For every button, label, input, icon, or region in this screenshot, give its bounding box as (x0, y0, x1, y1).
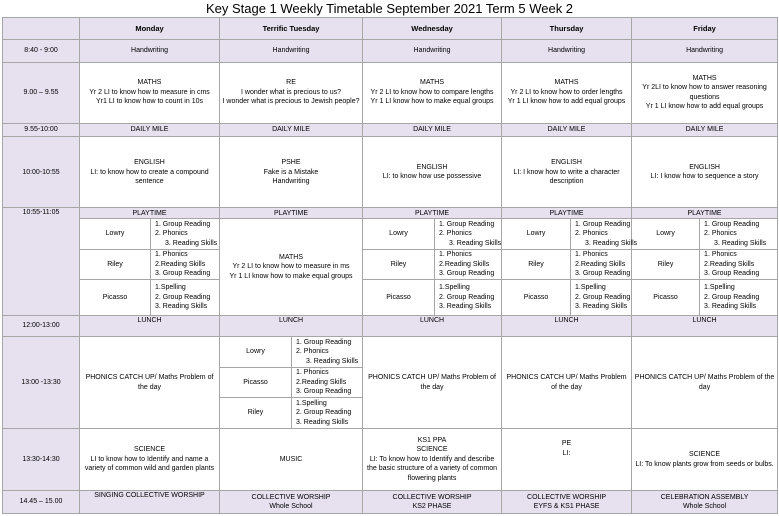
activity-item: 1. Group Reading (575, 220, 631, 228)
activity-item: 1. Phonics (439, 251, 472, 259)
lesson-title: KS1 PPA (417, 436, 447, 444)
activity-item: 1.Spelling (155, 284, 186, 292)
lesson-title: MATHS (279, 253, 303, 261)
time-cell: 12:00-13:00 (3, 315, 80, 337)
lesson-title: MUSIC (279, 455, 303, 463)
lesson-cell-tuesday (220, 137, 363, 208)
group-activities-riley (700, 249, 778, 280)
time-cell: 13:30-14:30 (3, 429, 80, 491)
activity-item: 2. Phonics (296, 348, 329, 356)
group-activities-lowry (151, 219, 220, 250)
activity-item: 2. Phonics (155, 230, 188, 238)
activity-item: 2.Reading Skills (575, 260, 626, 268)
row-group-riley (3, 249, 778, 280)
worship-cell-wednesday (363, 491, 502, 514)
group-name-lowry: Lowry (632, 219, 700, 250)
lesson-cell-wednesday (363, 62, 502, 123)
row-english (3, 137, 778, 208)
lesson-objective: Yr 1 LI know how to add equal groups (645, 103, 764, 111)
activity-item: 3. Reading Skills (165, 239, 218, 247)
playtime-cell: PLAYTIME (632, 208, 778, 219)
lesson-objective: LI: I know how to write a character description (513, 168, 620, 186)
activity-item: 1. Phonics (704, 251, 737, 259)
group-name-picasso: Picasso (632, 280, 700, 315)
header-row (3, 18, 778, 40)
lesson-title: SCIENCE (133, 446, 166, 454)
lesson-cell-monday (80, 62, 220, 123)
worship-title: COLLECTIVE WORSHIP (392, 493, 472, 501)
lesson-objective: Yr 2 LI to know how to order lengths (510, 88, 623, 96)
lesson-cell-monday (80, 137, 220, 208)
playtime-cell: PLAYTIME (502, 208, 632, 219)
group-activities-picasso (292, 398, 363, 429)
activity-item: 2. Phonics (704, 230, 737, 238)
lesson-cell-friday (632, 62, 778, 123)
worship-title: CELEBRATION ASSEMBLY (660, 493, 749, 501)
activity-item: 2. Group Reading (155, 293, 211, 301)
group-name-picasso: Picasso (363, 280, 435, 315)
time-cell: 8:40 - 9:00 (3, 39, 80, 62)
activity-item: 1. Group Reading (155, 220, 211, 228)
lesson-objective: Handwriting (272, 178, 310, 186)
lesson-objective: I wonder what is precious to us? (241, 88, 341, 96)
row-handwriting (3, 39, 778, 62)
group-name-picasso: Picasso (220, 367, 292, 398)
activity-item: 3. Reading Skills (439, 303, 492, 311)
row-group-lowry (3, 219, 778, 250)
group-activities-picasso (151, 280, 220, 315)
lesson-title: MATHS (137, 79, 162, 87)
worship-title: SINGING COLLECTIVE WORSHIP (94, 492, 205, 500)
lesson-objective: Yr 2 LI to know how to compare lengths (370, 88, 494, 96)
activity-item: 1. Phonics (296, 369, 329, 377)
worship-audience: Whole School (682, 503, 727, 511)
activity-item: 1. Group Reading (439, 220, 495, 228)
lunch-cell: LUNCH (220, 315, 363, 337)
lesson-objective: Yr 1 LI know how to make equal groups (229, 272, 353, 280)
lesson-objective: I wonder what is precious to Jewish people? (222, 98, 360, 106)
time-cell: 13:00 -13:30 (3, 337, 80, 429)
daily-mile-cell: DAILY MILE (363, 123, 502, 136)
row-maths (3, 62, 778, 123)
lesson-title: ENGLISH (134, 159, 165, 167)
group-activities-lowry (571, 219, 638, 250)
time-cell: 10:00-10:55 (3, 137, 80, 208)
worship-cell-friday (632, 491, 778, 514)
row-group-picasso (3, 280, 778, 315)
group-activities-picasso (435, 280, 502, 315)
phonics-cell-wednesday: PHONICS CATCH UP/ Maths Problem of the day (363, 337, 502, 429)
timetable (2, 17, 778, 514)
activity-item: 2.Reading Skills (704, 260, 755, 268)
activity-item: 3. Group Reading (439, 270, 495, 278)
page-title: Key Stage 1 Weekly Timetable September 2021 Term 5 Week 2 (205, 1, 574, 16)
activity-item: 1. Phonics (575, 251, 608, 259)
time-cell: 9.00 – 9.55 (3, 62, 80, 123)
activity-item: 3. Group Reading (704, 270, 760, 278)
corner-cell (3, 18, 80, 40)
handwriting-cell: Handwriting (363, 39, 502, 62)
day-header-monday: Monday (80, 18, 220, 40)
lesson-title: PSHE (281, 159, 301, 167)
activity-item: 3. Reading Skills (306, 357, 359, 365)
lesson-title: ENGLISH (689, 163, 720, 171)
daily-mile-cell: DAILY MILE (632, 123, 778, 136)
lesson-objective: Yr 2LI to know how to answer reasoning questions (642, 84, 767, 101)
handwriting-cell: Handwriting (220, 39, 363, 62)
day-header-friday: Friday (632, 18, 778, 40)
phonics-cell-monday: PHONICS CATCH UP/ Maths Problem of the day (80, 337, 220, 429)
group-name-riley: Riley (502, 249, 571, 280)
activity-item: 1. Group Reading (704, 220, 760, 228)
lesson-objective: LI: I know how to sequence a story (650, 173, 759, 181)
playtime-cell: PLAYTIME (363, 208, 502, 219)
activity-item: 2. Group Reading (704, 293, 760, 301)
activity-item: 3. Reading Skills (575, 303, 628, 311)
lesson-cell-wednesday (363, 429, 502, 491)
time-cell: 10:55-11:05 (3, 208, 80, 315)
lesson-cell-monday (80, 429, 220, 491)
time-cell: 14.45 – 15.00 (3, 491, 80, 514)
lesson-title: PE (561, 440, 572, 448)
row-worship (3, 491, 778, 514)
lesson-cell-thursday (502, 137, 632, 208)
lesson-objective: Fake is a Mistake (263, 168, 319, 176)
lesson-cell-wednesday (363, 137, 502, 208)
lesson-cell-thursday (502, 429, 632, 491)
activity-item: 2.Reading Skills (155, 260, 206, 268)
lesson-title: MATHS (554, 79, 579, 87)
lesson-objective: LI: to know how use possessive (382, 173, 482, 181)
activity-item: 3. Group Reading (575, 270, 631, 278)
lunch-cell: LUNCH (363, 315, 502, 337)
activity-item: 3. Reading Skills (585, 239, 638, 247)
lesson-objective: LI: To know how to Identify and describe the basic structure of a variety of common flowering plants (367, 455, 497, 482)
phonics-cell-friday: PHONICS CATCH UP/ Maths Problem of the day (632, 337, 778, 429)
activity-item: 3. Reading Skills (714, 239, 767, 247)
activity-item: 3. Group Reading (296, 388, 352, 396)
activity-item: 3. Reading Skills (296, 418, 349, 426)
activity-item: 2.Reading Skills (296, 378, 347, 386)
row-phonics-a (3, 337, 778, 368)
lesson-title: ENGLISH (416, 163, 448, 171)
daily-mile-cell: DAILY MILE (80, 123, 220, 136)
worship-cell-tuesday (220, 491, 363, 514)
lesson-cell-tuesday (220, 429, 363, 491)
phonics-cell-thursday: PHONICS CATCH UP/ Maths Problem of the day (502, 337, 632, 429)
daily-mile-cell: DAILY MILE (502, 123, 632, 136)
activity-item: 3. Reading Skills (704, 303, 757, 311)
lesson-objective: LI: to know how to create a compound sentence (90, 168, 209, 186)
group-name-riley: Riley (80, 249, 151, 280)
worship-title: COLLECTIVE WORSHIP (251, 493, 331, 501)
activity-item: 2.Reading Skills (439, 260, 490, 268)
group-activities-riley (571, 249, 632, 280)
lesson-objective: LI: (562, 449, 571, 457)
activity-item: 2. Phonics (575, 230, 608, 238)
group-name-riley: Riley (632, 249, 700, 280)
group-activities-lowry (435, 219, 502, 250)
activity-item: 2. Group Reading (439, 293, 495, 301)
playtime-cell: PLAYTIME (220, 208, 363, 219)
lesson-title: ENGLISH (551, 159, 582, 167)
handwriting-cell: Handwriting (632, 39, 778, 62)
activity-item: 2. Group Reading (296, 409, 352, 417)
activity-item: 2. Phonics (439, 230, 472, 238)
group-name-lowry: Lowry (80, 219, 151, 250)
day-header-thursday: Thursday (502, 18, 632, 40)
lesson-cell-friday (632, 429, 778, 491)
group-activities-picasso (571, 280, 632, 315)
activity-item: 1.Spelling (575, 284, 606, 292)
lesson-objective: Yr1 LI to know how to count in 10s (95, 98, 203, 106)
group-activities-picasso (700, 280, 778, 315)
handwriting-cell: Handwriting (502, 39, 632, 62)
lesson-objective: LI to know how to Identify and name a variety of common wild and garden plants (84, 455, 215, 473)
group-activities-lowry (700, 219, 778, 250)
group-name-lowry: Lowry (502, 219, 571, 250)
lesson-cell-tuesday (220, 219, 363, 315)
activity-item: 1. Phonics (155, 251, 188, 259)
time-cell: 9.55-10:00 (3, 123, 80, 136)
lesson-objective: LI: To know plants grow from seeds or bulbs. (635, 460, 774, 468)
group-activities-lowry (292, 337, 363, 368)
day-header-tuesday: Terrific Tuesday (220, 18, 363, 40)
lesson-title: MATHS (420, 79, 445, 87)
group-activities-riley (292, 367, 363, 398)
worship-cell-thursday (502, 491, 632, 514)
lesson-cell-thursday (502, 62, 632, 123)
lunch-cell: LUNCH (80, 315, 220, 337)
row-daily-mile (3, 123, 778, 136)
group-name-lowry: Lowry (363, 219, 435, 250)
activity-item: 1. Group Reading (296, 338, 352, 346)
lesson-objective: Yr 1 LI know how to add equal groups (507, 98, 626, 106)
lesson-subtitle: SCIENCE (416, 446, 448, 454)
lesson-title: MATHS (692, 74, 717, 82)
activity-item: 1.Spelling (439, 284, 470, 292)
lesson-objective: Yr 2 LI to know how to measure in ms (232, 263, 350, 271)
playtime-cell: PLAYTIME (80, 208, 220, 219)
row-playtime (3, 208, 778, 219)
lesson-title: SCIENCE (688, 451, 721, 459)
activity-item: 1.Spelling (296, 399, 327, 407)
group-name-riley: Riley (363, 249, 435, 280)
activity-item: 3. Group Reading (155, 270, 211, 278)
lesson-cell-tuesday (220, 62, 363, 123)
lunch-cell: LUNCH (502, 315, 632, 337)
group-name-lowry: Lowry (220, 337, 292, 368)
row-lunch (3, 315, 778, 337)
group-name-riley: Riley (220, 398, 292, 429)
lesson-objective: Yr 2 LI to know how to measure in cms (89, 88, 210, 96)
lesson-title: RE (286, 79, 296, 87)
day-header-wednesday: Wednesday (363, 18, 502, 40)
lesson-objective: Yr 1 LI know how to make equal groups (370, 98, 494, 106)
lunch-cell: LUNCH (632, 315, 778, 337)
row-afternoon (3, 429, 778, 491)
group-activities-riley (151, 249, 220, 280)
activity-item: 3. Reading Skills (155, 303, 208, 311)
worship-title: COLLECTIVE WORSHIP (527, 493, 607, 501)
activity-item: 2. Group Reading (575, 293, 631, 301)
worship-audience: Whole School (269, 503, 313, 511)
worship-cell-monday (80, 491, 220, 514)
lesson-cell-friday (632, 137, 778, 208)
group-name-picasso: Picasso (502, 280, 571, 315)
worship-audience: KS2 PHASE (412, 503, 452, 511)
daily-mile-cell: DAILY MILE (220, 123, 363, 136)
activity-item: 3. Reading Skills (449, 239, 502, 247)
group-activities-riley (435, 249, 502, 280)
activity-item: 1.Spelling (704, 284, 735, 292)
group-name-picasso: Picasso (80, 280, 151, 315)
handwriting-cell: Handwriting (80, 39, 220, 62)
worship-audience: EYFS & KS1 PHASE (533, 503, 600, 511)
